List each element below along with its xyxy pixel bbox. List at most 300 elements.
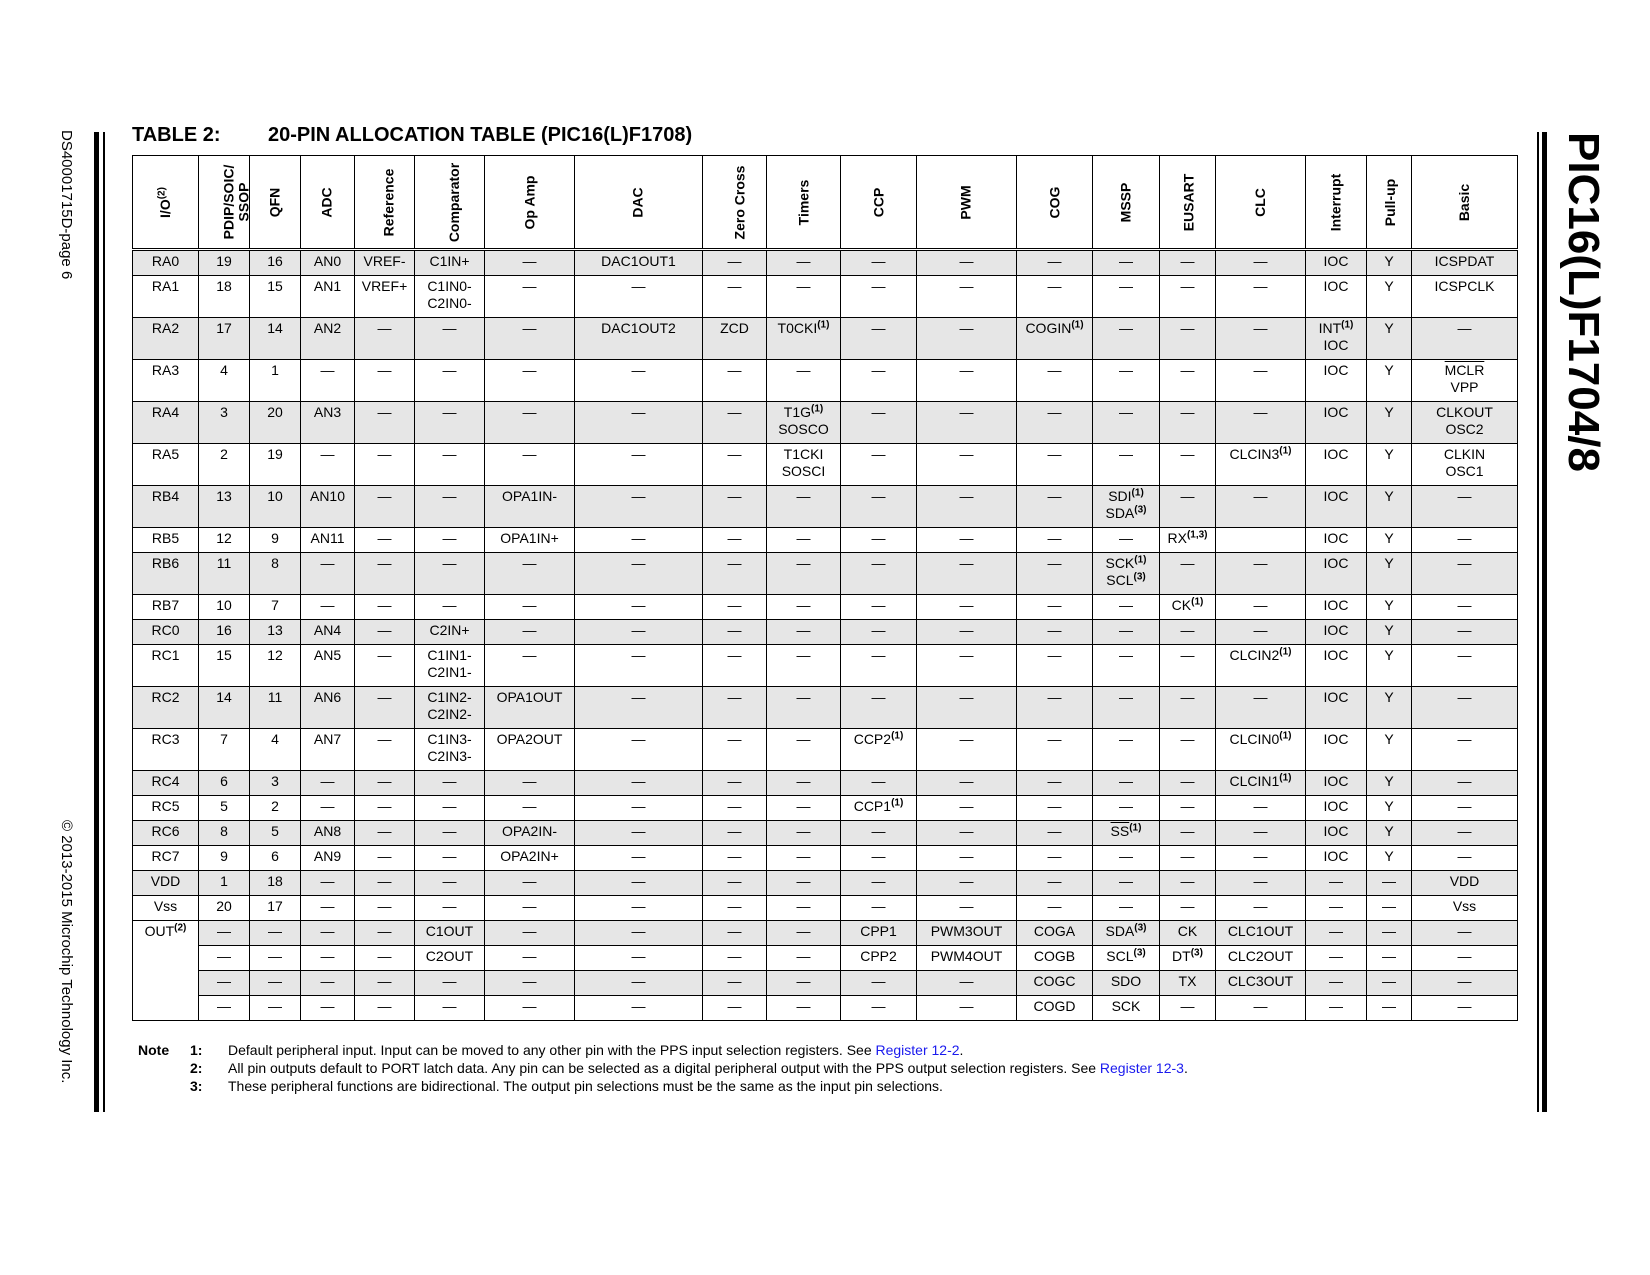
- table-cell: —: [767, 896, 841, 921]
- table-cell: —: [1216, 250, 1306, 276]
- table-cell: —: [767, 528, 841, 553]
- table-cell: CCP2$^{(1)}$: [841, 729, 917, 771]
- table-cell: —: [841, 528, 917, 553]
- table-cell: OPA1IN+: [485, 528, 575, 553]
- table-cell: —: [355, 486, 415, 528]
- table-cell: —: [767, 620, 841, 645]
- note-label: Note: [138, 1042, 170, 1058]
- table-cell: —: [917, 821, 1017, 846]
- table-cell: —: [355, 846, 415, 871]
- table-cell: —: [703, 896, 767, 921]
- table-cell: —: [1093, 318, 1160, 360]
- table-cell: —: [1216, 796, 1306, 821]
- table-cell: RC2: [133, 687, 199, 729]
- table-row: [133, 276, 1518, 318]
- table-cell: —: [301, 771, 355, 796]
- table-cell: RC0: [133, 620, 199, 645]
- table-cell: CLC3OUT: [1216, 971, 1306, 996]
- table-cell: —: [1093, 250, 1160, 276]
- table-cell: —: [917, 620, 1017, 645]
- table-cell: CK$^{(1)}$: [1160, 595, 1216, 620]
- table-cell: 19: [250, 444, 301, 486]
- table-cell: —: [301, 360, 355, 402]
- table-cell: —: [917, 486, 1017, 528]
- table-cell: —: [1216, 620, 1306, 645]
- table-cell: —: [355, 796, 415, 821]
- table-cell: —: [703, 921, 767, 946]
- table-cell: C1IN1- C2IN1-: [415, 645, 485, 687]
- table-cell: Y: [1367, 729, 1412, 771]
- table-cell: —: [1093, 444, 1160, 486]
- table-cell: —: [1017, 528, 1093, 553]
- table-cell: IOC: [1306, 444, 1367, 486]
- table-cell: T1CKI SOSCI: [767, 444, 841, 486]
- table-cell: CPP1: [841, 921, 917, 946]
- table-cell: —: [1017, 444, 1093, 486]
- table-cell: —: [1160, 645, 1216, 687]
- table-cell: 9: [199, 846, 250, 871]
- table-cell: —: [355, 645, 415, 687]
- table-cell: —: [703, 402, 767, 444]
- table-cell: —: [1216, 553, 1306, 595]
- table-row: [133, 360, 1518, 402]
- table-cell: 11: [199, 553, 250, 595]
- table-cell: —: [703, 360, 767, 402]
- table-cell: —: [415, 896, 485, 921]
- table-cell: DAC1OUT1: [575, 250, 703, 276]
- column-header: CCP: [841, 156, 917, 250]
- table-cell: CCP1$^{(1)}$: [841, 796, 917, 821]
- table-cell: CPP2: [841, 946, 917, 971]
- table-cell: —: [301, 996, 355, 1021]
- table-cell: —: [355, 687, 415, 729]
- table-cell: CLC1OUT: [1216, 921, 1306, 946]
- table-cell: —: [575, 528, 703, 553]
- table-cell: —: [841, 971, 917, 996]
- table-cell: —: [1093, 595, 1160, 620]
- table-cell: CLCIN1$^{(1)}$: [1216, 771, 1306, 796]
- table-row: [133, 771, 1518, 796]
- table-cell: —: [355, 444, 415, 486]
- table-row: [133, 796, 1518, 821]
- table-cell: —: [703, 444, 767, 486]
- table-cell: —: [1367, 896, 1412, 921]
- table-cell: 12: [250, 645, 301, 687]
- table-cell: —: [485, 871, 575, 896]
- table-cell: IOC: [1306, 276, 1367, 318]
- column-header: PDIP/SOIC/ SSOP: [199, 156, 250, 250]
- table-cell: 3: [250, 771, 301, 796]
- table-cell: COGA: [1017, 921, 1093, 946]
- table-cell: —: [1412, 796, 1518, 821]
- table-row: [133, 729, 1518, 771]
- table-cell: —: [917, 687, 1017, 729]
- table-cell: —: [703, 729, 767, 771]
- table-cell: AN4: [301, 620, 355, 645]
- table-cell: —: [415, 796, 485, 821]
- table-cell: —: [575, 946, 703, 971]
- table-cell: —: [415, 553, 485, 595]
- table-cell: 7: [250, 595, 301, 620]
- table-cell: PWM4OUT: [917, 946, 1017, 971]
- table-cell: —: [917, 796, 1017, 821]
- table-cell: —: [917, 553, 1017, 595]
- table-cell: —: [1093, 796, 1160, 821]
- table-cell: —: [841, 595, 917, 620]
- table-cell: —: [355, 871, 415, 896]
- table-cell: —: [485, 250, 575, 276]
- table-cell: —: [841, 871, 917, 896]
- table-cell: —: [575, 402, 703, 444]
- column-header: Zero Cross: [703, 156, 767, 250]
- table-cell: 6: [199, 771, 250, 796]
- table-cell: —: [767, 486, 841, 528]
- table-cell: IOC: [1306, 360, 1367, 402]
- table-cell: —: [841, 444, 917, 486]
- table-number: TABLE 2:: [132, 124, 221, 146]
- table-cell: —: [703, 971, 767, 996]
- table-row: [133, 871, 1518, 896]
- table-cell: —: [355, 971, 415, 996]
- table-cell: Y: [1367, 486, 1412, 528]
- table-cell: 11: [250, 687, 301, 729]
- table-cell: IOC: [1306, 553, 1367, 595]
- table-cell: —: [841, 620, 917, 645]
- table-cell: —: [841, 896, 917, 921]
- table-cell: —: [703, 620, 767, 645]
- table-cell: 3: [199, 402, 250, 444]
- table-cell: —: [703, 771, 767, 796]
- table-cell: —: [575, 553, 703, 595]
- table-cell: —: [767, 553, 841, 595]
- table-cell: OPA1OUT: [485, 687, 575, 729]
- table-cell: —: [1306, 921, 1367, 946]
- table-cell: Y: [1367, 771, 1412, 796]
- table-cell: —: [1093, 771, 1160, 796]
- column-header: EUSART: [1160, 156, 1216, 250]
- table-cell: —: [703, 528, 767, 553]
- table-cell: RA0: [133, 250, 199, 276]
- table-cell: VDD: [133, 871, 199, 896]
- table-cell: SDA$^{(3)}$: [1093, 921, 1160, 946]
- table-cell: —: [355, 946, 415, 971]
- table-cell: Y: [1367, 796, 1412, 821]
- table-cell: —: [575, 796, 703, 821]
- table-cell: —: [1160, 687, 1216, 729]
- column-header: DAC: [575, 156, 703, 250]
- table-cell: —: [1160, 620, 1216, 645]
- table-cell: C1IN3- C2IN3-: [415, 729, 485, 771]
- table-cell: —: [1093, 528, 1160, 553]
- table-caption: 20-PIN ALLOCATION TABLE (PIC16(L)F1708): [268, 124, 693, 146]
- table-cell: —: [1412, 946, 1518, 971]
- table-cell: —: [917, 360, 1017, 402]
- table-cell: 2: [250, 796, 301, 821]
- table-cell: CLCIN0$^{(1)}$: [1216, 729, 1306, 771]
- table-cell: T0CKI$^{(1)}$: [767, 318, 841, 360]
- table-cell: —: [841, 276, 917, 318]
- table-cell: —: [1412, 528, 1518, 553]
- table-cell: —: [1017, 796, 1093, 821]
- table-cell: —: [1306, 896, 1367, 921]
- table-cell: —: [485, 921, 575, 946]
- table-cell: —: [767, 946, 841, 971]
- table-cell: —: [575, 360, 703, 402]
- table-cell: —: [355, 896, 415, 921]
- table-cell: —: [917, 971, 1017, 996]
- column-header: ADC: [301, 156, 355, 250]
- table-cell: —: [301, 595, 355, 620]
- table-cell: —: [917, 846, 1017, 871]
- table-cell: —: [917, 645, 1017, 687]
- table-cell: —: [575, 821, 703, 846]
- table-cell: —: [1412, 921, 1518, 946]
- table-cell: —: [301, 946, 355, 971]
- table-cell: 20: [199, 896, 250, 921]
- table-cell: $T1G^{(1)}$ SOSCO: [767, 402, 841, 444]
- table-cell: —: [917, 276, 1017, 318]
- table-cell: AN0: [301, 250, 355, 276]
- table-cell: —: [1412, 553, 1518, 595]
- table-cell: 1: [250, 360, 301, 402]
- table-cell: SCK$^{(1)}$ SCL$^{(3)}$: [1093, 553, 1160, 595]
- table-cell: —: [1017, 360, 1093, 402]
- table-cell: RC4: [133, 771, 199, 796]
- table-cell: —: [1017, 729, 1093, 771]
- table-cell: —: [1216, 318, 1306, 360]
- table-cell: —: [703, 821, 767, 846]
- table-cell: Y: [1367, 402, 1412, 444]
- table-cell: VREF+: [355, 276, 415, 318]
- table-cell: —: [301, 921, 355, 946]
- table-cell: —: [415, 771, 485, 796]
- table-cell: C1IN+: [415, 250, 485, 276]
- table-cell: AN11: [301, 528, 355, 553]
- table-cell: CLCIN2$^{(1)}$: [1216, 645, 1306, 687]
- table-cell: Y: [1367, 250, 1412, 276]
- table-cell: 12: [199, 528, 250, 553]
- table-cell: —: [841, 846, 917, 871]
- left-margin-bar-thin: [103, 132, 105, 1112]
- table-cell: —: [1093, 360, 1160, 402]
- table-cell: —: [1160, 444, 1216, 486]
- table-cell: —: [485, 595, 575, 620]
- table-cell: —: [485, 318, 575, 360]
- table-cell: —: [917, 771, 1017, 796]
- table-cell: —: [1306, 871, 1367, 896]
- table-cell: —: [1093, 846, 1160, 871]
- table-cell: —: [703, 996, 767, 1021]
- table-cell: 10: [199, 595, 250, 620]
- table-cell: 18: [250, 871, 301, 896]
- table-cell: —: [703, 687, 767, 729]
- table-cell: —: [767, 687, 841, 729]
- table-row: [133, 486, 1518, 528]
- table-cell: IOC: [1306, 687, 1367, 729]
- table-cell: —: [1093, 871, 1160, 896]
- table-cell: —: [1160, 402, 1216, 444]
- table-cell: —: [703, 645, 767, 687]
- table-cell: RX$^{(1,3)}$: [1160, 528, 1216, 553]
- copyright: © 2013-2015 Microchip Technology Inc.: [58, 820, 75, 1084]
- device-title: PIC16(L)F1704/8: [1559, 132, 1608, 472]
- table-cell: 16: [250, 250, 301, 276]
- table-cell: —: [1017, 896, 1093, 921]
- table-cell: —: [841, 402, 917, 444]
- table-cell: —: [703, 486, 767, 528]
- table-cell: DAC1OUT2: [575, 318, 703, 360]
- table-cell: —: [575, 971, 703, 996]
- table-cell: —: [841, 821, 917, 846]
- out-label: OUT$^{(2)}$: [133, 921, 199, 1021]
- table-cell: RB6: [133, 553, 199, 595]
- table-cell: 1: [199, 871, 250, 896]
- table-cell: —: [841, 250, 917, 276]
- table-cell: —: [575, 444, 703, 486]
- table-title: [132, 124, 692, 147]
- table-cell: —: [415, 971, 485, 996]
- table-cell: —: [355, 553, 415, 595]
- table-row: [133, 595, 1518, 620]
- table-cell: —: [199, 921, 250, 946]
- table-cell: —: [767, 821, 841, 846]
- table-cell: 8: [250, 553, 301, 595]
- table-cell: CLKOUT OSC2: [1412, 402, 1518, 444]
- table-cell: —: [1412, 595, 1518, 620]
- table-cell: —: [1160, 318, 1216, 360]
- table-cell: RA5: [133, 444, 199, 486]
- table-cell: —: [917, 595, 1017, 620]
- table-cell: —: [841, 360, 917, 402]
- table-cell: TX: [1160, 971, 1216, 996]
- table-cell: IOC: [1306, 771, 1367, 796]
- table-cell: —: [575, 896, 703, 921]
- column-header: Timers: [767, 156, 841, 250]
- table-cell: —: [767, 360, 841, 402]
- table-cell: —: [301, 444, 355, 486]
- table-cell: —: [415, 871, 485, 896]
- table-cell: —: [415, 444, 485, 486]
- table-row: [133, 821, 1518, 846]
- table-cell: RA4: [133, 402, 199, 444]
- table-cell: 9: [250, 528, 301, 553]
- table-cell: —: [1017, 250, 1093, 276]
- pin-allocation-table: [132, 155, 1518, 1021]
- table-cell: RB7: [133, 595, 199, 620]
- table-cell: —: [199, 996, 250, 1021]
- register-link[interactable]: Register 12-3: [1099, 1060, 1184, 1076]
- table-cell: AN5: [301, 645, 355, 687]
- table-cell: AN10: [301, 486, 355, 528]
- column-header: COG: [1017, 156, 1093, 250]
- table-cell: —: [1412, 846, 1518, 871]
- table-cell: —: [767, 796, 841, 821]
- table-row: [133, 645, 1518, 687]
- table-cell: CLKIN OSC1: [1412, 444, 1518, 486]
- table-cell: OPA1IN-: [485, 486, 575, 528]
- table-cell: RB5: [133, 528, 199, 553]
- table-row: [133, 687, 1518, 729]
- table-cell: SCL$^{(3)}$: [1093, 946, 1160, 971]
- table-cell: —: [355, 595, 415, 620]
- table-cell: —: [415, 846, 485, 871]
- table-cell: —: [301, 871, 355, 896]
- table-row: [133, 921, 1518, 946]
- table-cell: —: [355, 402, 415, 444]
- table-cell: —: [575, 921, 703, 946]
- table-cell: RC1: [133, 645, 199, 687]
- table-cell: Y: [1367, 444, 1412, 486]
- table-cell: Y: [1367, 687, 1412, 729]
- table-cell: —: [841, 318, 917, 360]
- table-cell: —: [767, 871, 841, 896]
- table-cell: —: [767, 250, 841, 276]
- table-header-row: [133, 156, 1518, 250]
- table-cell: DT$^{(3)}$: [1160, 946, 1216, 971]
- table-row: [133, 971, 1518, 996]
- table-cell: —: [917, 729, 1017, 771]
- table-cell: —: [1412, 318, 1518, 360]
- table-cell: —: [1017, 687, 1093, 729]
- note-number: 2:: [190, 1060, 203, 1076]
- table-cell: 16: [199, 620, 250, 645]
- table-cell: —: [1160, 553, 1216, 595]
- table-cell: INT$^{(1)}$ IOC: [1306, 318, 1367, 360]
- table-cell: C1OUT: [415, 921, 485, 946]
- table-cell: —: [1160, 821, 1216, 846]
- table-cell: CK: [1160, 921, 1216, 946]
- note-number: 3:: [190, 1078, 203, 1094]
- table-cell: —: [767, 846, 841, 871]
- table-cell: —: [1367, 946, 1412, 971]
- table-cell: RC3: [133, 729, 199, 771]
- table-cell: —: [1216, 687, 1306, 729]
- table-cell: —: [767, 729, 841, 771]
- table-cell: —: [575, 276, 703, 318]
- table-cell: IOC: [1306, 796, 1367, 821]
- table-cell: —: [415, 595, 485, 620]
- table-row: [133, 996, 1518, 1021]
- table-cell: —: [415, 318, 485, 360]
- table-cell: CLCIN3$^{(1)}$: [1216, 444, 1306, 486]
- table-cell: C2OUT: [415, 946, 485, 971]
- table-cell: IOC: [1306, 486, 1367, 528]
- table-cell: —: [1306, 971, 1367, 996]
- table-cell: C1IN2- C2IN2-: [415, 687, 485, 729]
- table-cell: —: [1412, 729, 1518, 771]
- table-cell: —: [355, 729, 415, 771]
- table-cell: RC5: [133, 796, 199, 821]
- table-cell: —: [703, 871, 767, 896]
- table-cell: —: [1017, 846, 1093, 871]
- table-cell: AN2: [301, 318, 355, 360]
- table-cell: —: [1017, 553, 1093, 595]
- table-cell: —: [250, 946, 301, 971]
- table-cell: —: [1093, 276, 1160, 318]
- table-cell: —: [917, 996, 1017, 1021]
- table-cell: —: [1367, 921, 1412, 946]
- table-cell: IOC: [1306, 595, 1367, 620]
- table-row: [133, 250, 1518, 276]
- table-cell: 15: [199, 645, 250, 687]
- table-row: [133, 318, 1518, 360]
- register-link[interactable]: Register 12-2: [875, 1042, 960, 1058]
- table-cell: —: [1017, 645, 1093, 687]
- table-cell: Y: [1367, 318, 1412, 360]
- table-cell: —: [767, 645, 841, 687]
- column-header: $I/O^{(2)}$: [133, 156, 199, 250]
- table-cell: —: [1017, 276, 1093, 318]
